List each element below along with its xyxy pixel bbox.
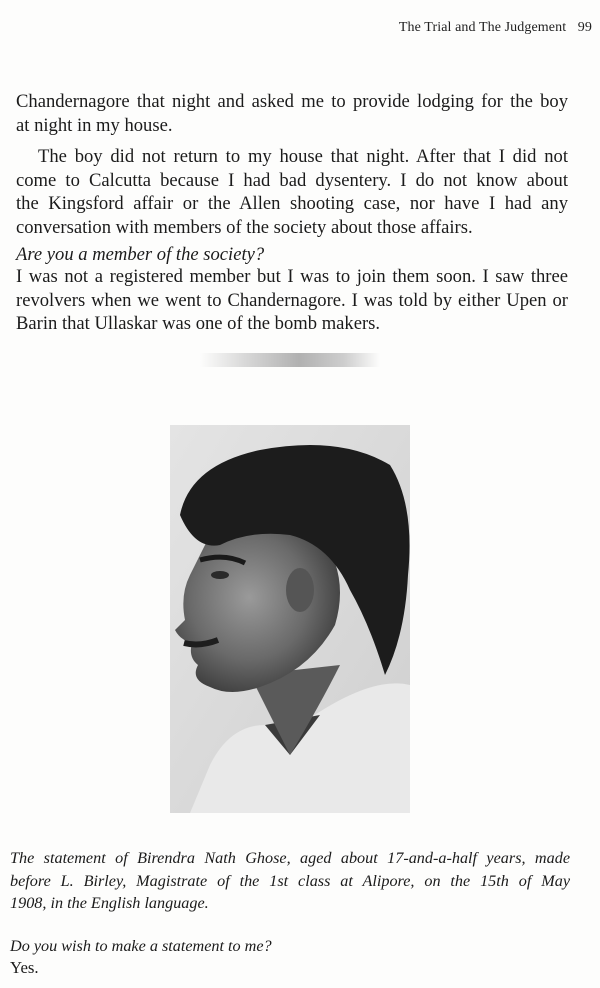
caption-line: before L. Birley, Magistrate of the 1st class at Alipore, on the 15th of May (10, 871, 570, 890)
running-head (399, 20, 592, 36)
answer-member (16, 265, 568, 336)
caption-line: The statement of Birendra Nath Ghose, aged about 17-and-a-half years, made (10, 849, 570, 867)
question-text: Do you wish to make a statement to me? (10, 937, 272, 955)
chapter-title: The Trial and The Judgement (398, 20, 567, 35)
statement-question (10, 935, 570, 979)
answer-text: Yes. (10, 958, 39, 977)
paragraph-dysentery (16, 145, 568, 239)
text-line: at night in my house. (16, 114, 173, 136)
text-line: revolvers when we went to Chandernagore. I was told by either Upen or (16, 289, 568, 311)
paragraph-continued (16, 90, 568, 137)
text-line: the Kingsford affair or the Allen shooting case, nor have I had any (16, 193, 568, 214)
portrait-image (170, 425, 410, 813)
section-ornament (200, 353, 380, 367)
text-line: conversation with members of the society about those affairs. (16, 216, 473, 238)
portrait-photo (170, 425, 410, 813)
text-line: The boy did not return to my house that night. After that I did not (38, 146, 568, 167)
text-line: Chandernagore that night and asked me to provide lodging for the boy (16, 91, 568, 112)
text-line: come to Calcutta because I had bad dysentery. I do not know about (16, 169, 568, 191)
question-member (16, 243, 568, 267)
text-line: I was not a registered member but I was to join them soon. I saw three (16, 266, 568, 287)
question-text: Are you a member of the society? (16, 244, 265, 265)
statement-caption (10, 847, 570, 915)
caption-line: 1908, in the English language. (10, 894, 209, 912)
page-number: 99 (577, 20, 592, 35)
text-line: Barin that Ullaskar was one of the bomb makers. (16, 313, 381, 334)
